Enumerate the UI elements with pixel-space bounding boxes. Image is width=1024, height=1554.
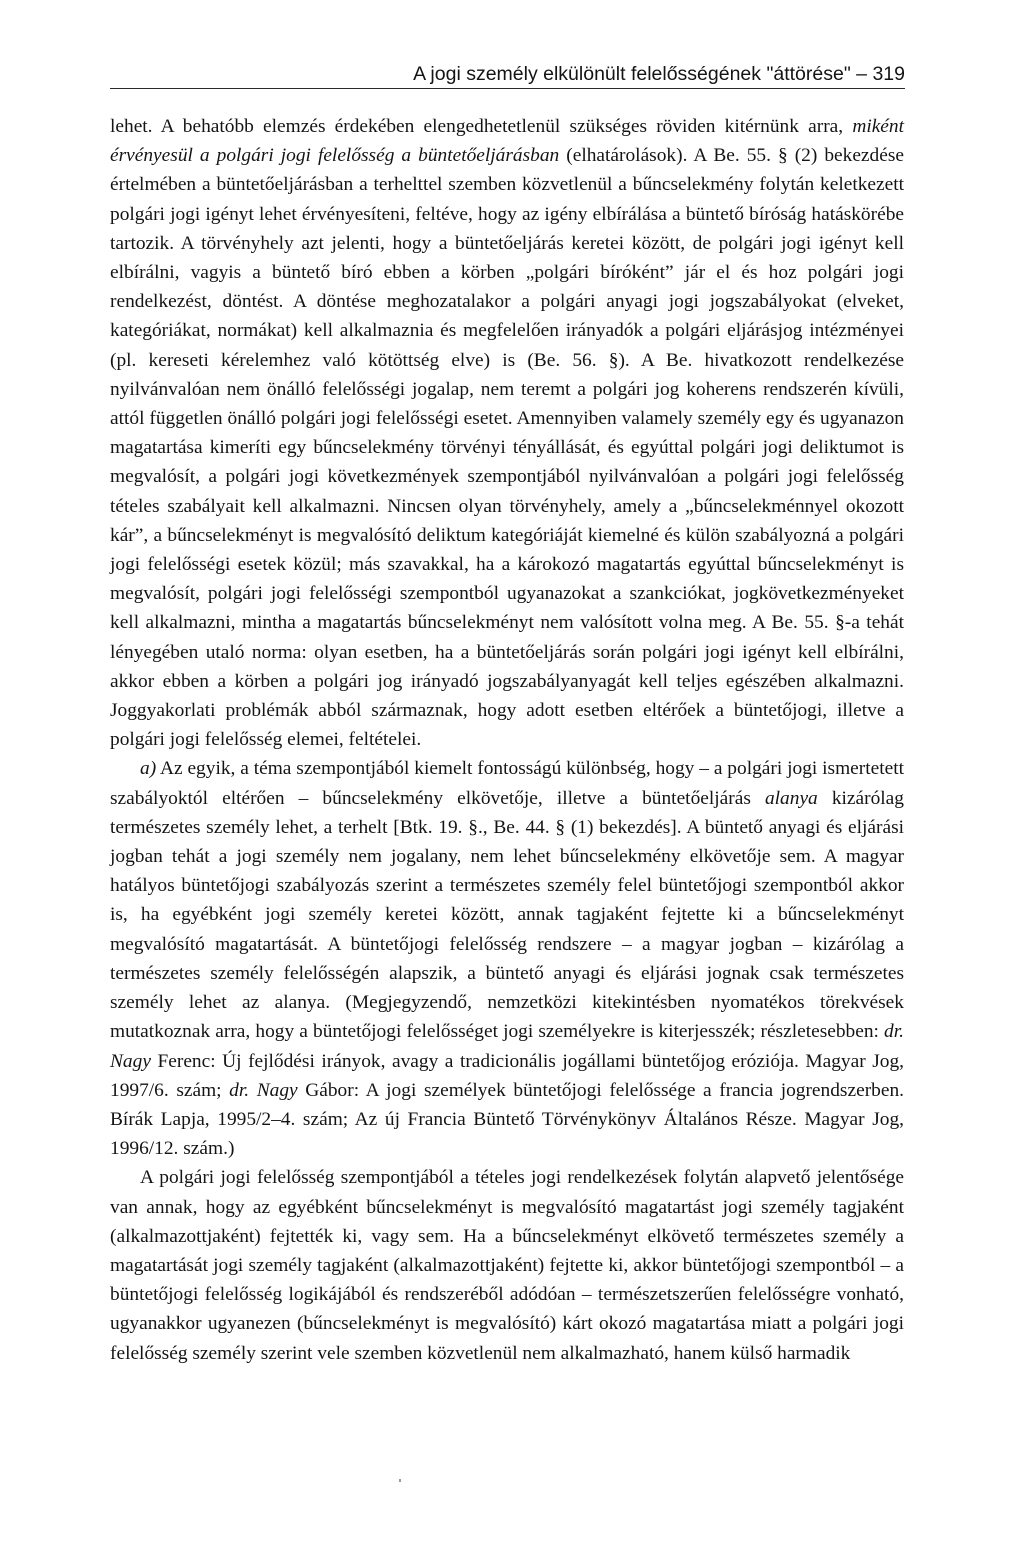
italic-text: a) xyxy=(140,758,157,780)
running-header xyxy=(110,62,905,89)
text-run: Az egyik, a téma szempontjából kiemelt fontosságú különbség, hogy – a polgári jogi ismertetett szabályoktól eltérően – bűncselekmény elkövetője, illetve a büntetőeljárás xyxy=(110,758,904,809)
paragraph-3 xyxy=(110,1163,904,1367)
text-run: Ferenc: Új fejlődési irányok, avagy a tradicionális jogállami büntetőjog eróziója. Magyar Jog, 1997/6. szám; xyxy=(110,1050,904,1101)
text-run: kizárólag természetes személy lehet, a terhelt [Btk. 19. §., Be. 44. § (1) bekezdés]. A büntető anyagi és eljárási jogban tehát a jogi személy nem jogalany, nem lehet bűncselekmény elkövetője sem. A magyar hatályos büntetőjogi szabályozás szerint a természetes személy felel büntetőjogi szempontból akkor is, ha egyébként jogi személy keretei között, annak tagjaként fejtette ki a bűncselekményt megvalósító magatartását. A büntetőjogi felelősség rendszere – a magyar jogban – kizárólag a természetes személy felelősségén alapszik, a büntető anyagi és eljárási jognak csak természetes személy lehet az alanya. (Megjegyzendő, nemzetközi kitekintésben nyomatékos törekvések mutatkoznak arra, hogy a büntetőjogi felelősséget jogi személyekre is kiterjesszék; részletesebben: xyxy=(110,787,904,1043)
header-separator: – xyxy=(850,63,873,85)
text-run: Gábor: A jogi személyek büntetőjogi felelőssége a francia jogrendszerben. Bírák Lapja, 1995/2–4. szám; Az új Francia Büntető Törvénykönyv Általános Része. Magyar Jog, 1996/12. szám.) xyxy=(110,1079,904,1160)
running-title: A jogi személy elkülönült felelősségének "áttörése" xyxy=(413,63,851,85)
scan-speck xyxy=(399,1479,401,1482)
page-number: 319 xyxy=(872,63,905,85)
text-run: lehet. A behatóbb elemzés érdekében elengedhetetlenül szükséges röviden kitérnünk arra, xyxy=(110,116,853,137)
italic-text: alanya xyxy=(764,787,818,809)
italic-text: miként érvényesül a polgári jogi felelősség a büntetőeljárásban xyxy=(110,116,904,167)
text-run: A polgári jogi felelősség szempontjából a tételes jogi rendelkezések folytán alapvető jelentősége van annak, hogy az egyébként bűncselekményt is megvalósító magatartást jogi személy tagjaként (alkalmazottjaként) fejtették ki, vagy sem. Ha a bűncselekményt elkövető természetes személy a magatartását jogi személy tagjaként (alkalmazottjaként) fejtette ki, akkor büntetőjogi szempontból – a büntetőjogi felelősség logikájából és rendszeréből adódóan – természetszerűen felelősségre vonható, ugyanakkor ugyanezen (bűncselekményt is megvalósító) kárt okozó magatartása miatt a polgári jogi felelősség személy szerint vele szemben közvetlenül nem alkalmazható, hanem külső harmadik xyxy=(110,1167,904,1364)
paragraph-2 xyxy=(110,754,904,1163)
paragraph-1 xyxy=(110,112,904,754)
italic-text: dr. Nagy xyxy=(229,1079,298,1101)
text-run: (elhatárolások). A Be. 55. § (2) bekezdése értelmében a büntetőeljárásban a terhelttel szemben közvetlenül a bűncselekmény folytán keletkezett polgári jogi igényt lehet érvényesíteni, feltéve, hogy az igény elbírálása a büntető bíróság hatáskörébe tartozik. A törvényhely azt jelenti, hogy a büntetőeljárás keretei között, de polgári jogi igényt kell elbírálni, vagyis a büntető bíró ebben a körben „polgári bíróként” jár el és hoz polgári jogi rendelkezést, döntést. A döntése meghozatalakor a polgári anyagi jogi jogszabályokat (elveket, kategóriákat, normákat) kell alkalmaznia és megfelelően irányadók a polgári eljárásjog intézményei (pl. kereseti kérelemhez való kötöttség elve) is (Be. 56. §). A Be. hivatkozott rendelkezése nyilvánvalóan nem önálló felelősségi jogalap, nem teremt a polgári jog koherens rendszerén kívüli, attól független önálló polgári jogi felelősségi esetet. Amennyiben valamely személy egy és ugyanazon magatartása kimeríti egy bűncselekmény törvényi tényállását, és egyúttal polgári jogi deliktumot is megvalósít, a polgári jogi következmények szempontjából nyilvánvalóan a polgári jogi felelősség tételes szabályait kell alkalmazni. Nincsen olyan törvényhely, amely a „bűncselekménnyel okozott kár”, a bűncselekményt is megvalósító deliktum kategóriáját kiemelné és külön szabályozná a polgári jogi felelősségi esetek közül; más szavakkal, ha a károkozó magatartás egyúttal bűncselekményt is megvalósít, polgári jogi felelősségi szempontból ugyanazokat a szankciókat, jogkövetkezményeket kell alkalmazni, mintha a magatartás bűncselekményt nem valósított volna meg. A Be. 55. §-a tehát lényegében utaló norma: olyan esetben, ha a büntetőeljárás során polgári jogi igényt kell elbírálni, akkor ebben a körben a polgári jog irányadó jogszabályanyagát kell teljes egészében alkalmazni. Joggyakorlati problémák abból származnak, hogy adott esetben eltérőek a büntetőjogi, illetve a polgári jogi felelősség elemei, feltételei. xyxy=(110,145,904,751)
italic-text: dr. Nagy xyxy=(110,1021,904,1072)
body-text xyxy=(110,112,904,1368)
